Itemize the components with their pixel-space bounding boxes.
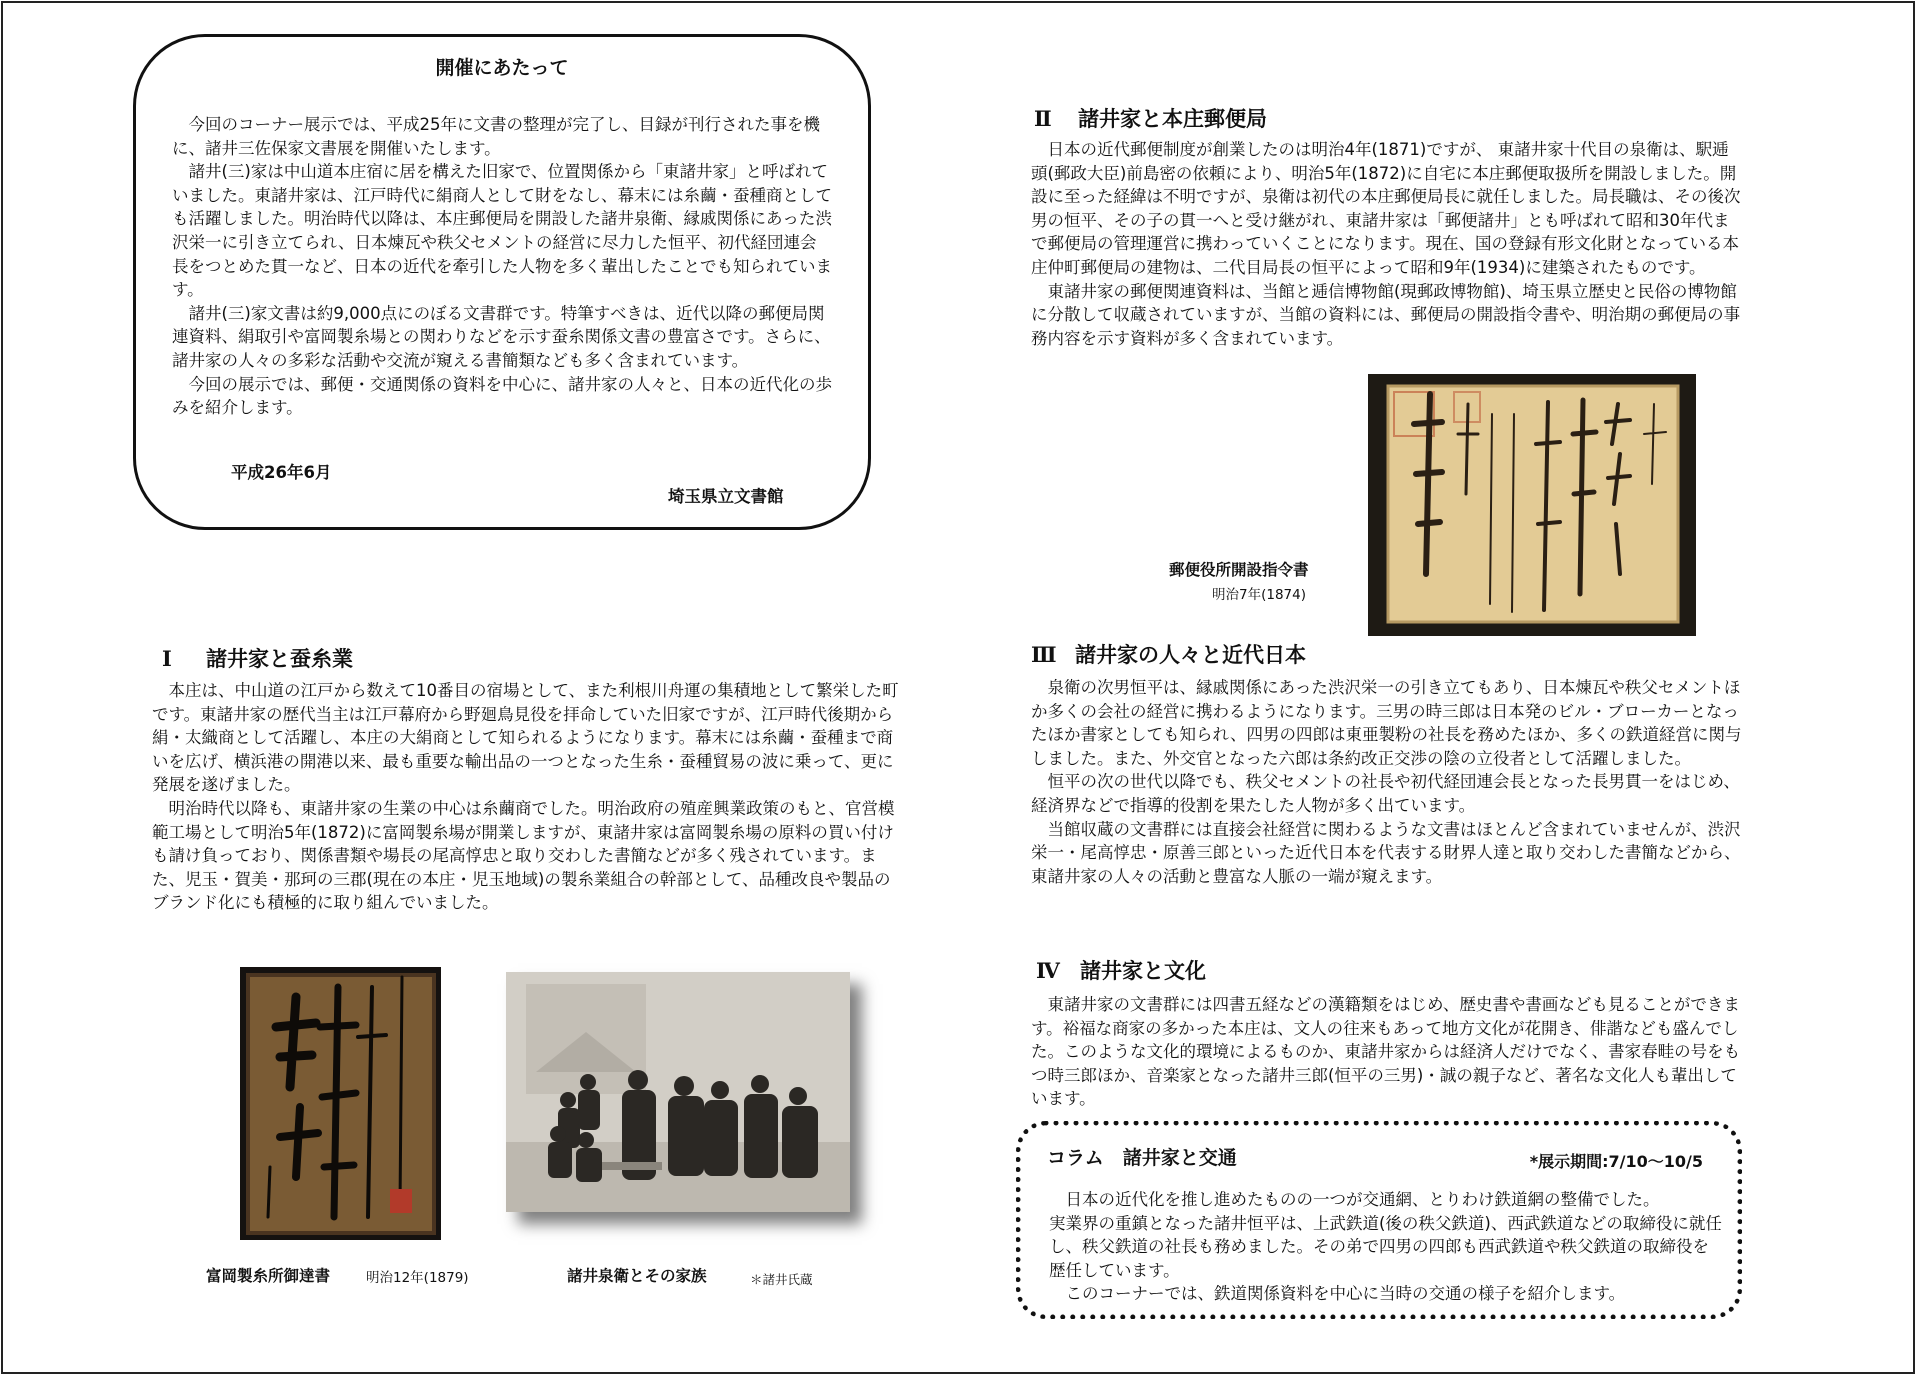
section-number: Ⅲ (1031, 642, 1057, 667)
tomioka-document-caption: 富岡製糸所御達書 (206, 1267, 331, 1285)
family-photo-image (506, 972, 850, 1212)
section-paragraph: 東諸井家の郵便関連資料は、当館と逓信博物館(現郵政博物館)、埼玉県立歴史と民俗の博物館に分散して収蔵されていますが、当館の資料には、郵便局の開設指令書や、明治期の郵便局の事務内容を示す資料が多く含まれています。 (1031, 281, 1741, 348)
postal-document-caption: 郵便役所開設指令書 (1169, 561, 1309, 579)
column-paragraph: 実業界の重鎮となった諸井恒平は、上武鉄道(後の秩父鉄道)、西武鉄道などの取締役に就任し、秩父鉄道の社長も務めました。その弟で四男の四郎も西武鉄道や秩父鉄道の取締役を歴任しています。 (1049, 1213, 1722, 1280)
intro-box (133, 34, 871, 530)
intro-body (172, 113, 832, 420)
section-3-heading (1031, 642, 1306, 668)
section-1-body (152, 679, 906, 915)
column-title: コラム 諸井家と交通 (1047, 1147, 1237, 1169)
section-title: 諸井家と本庄郵便局 (1078, 107, 1267, 131)
column-paragraph: 日本の近代化を推し進めたものの一つが交通網、とりわけ鉄道網の整備でした。 (1065, 1190, 1660, 1209)
family-photo-caption: 諸井泉衛とその家族 (567, 1267, 707, 1285)
column-body (1049, 1188, 1723, 1306)
section-4-heading (1036, 958, 1206, 984)
column-paragraph: このコーナーでは、鉄道関係資料を中心に当時の交通の様子を紹介します。 (1065, 1284, 1626, 1304)
postal-document-image (1368, 374, 1696, 636)
intro-paragraph: 今回の展示では、郵便・交通関係の資料を中心に、諸井家の人々と、日本の近代化の歩みを紹介します。 (172, 374, 832, 418)
postal-document-photo (1368, 374, 1696, 636)
section-paragraph: 明治時代以降も、東諸井家の生業の中心は糸繭商でした。明治政府の殖産興業政策のもと、官営模範工場として明治5年(1872)に富岡製糸場が開業しますが、東諸井家は富岡製糸場の原料の買い付けも請け負っており、関係書類や場長の尾高惇忠と取り交わした書簡などが多く残されています。また、児玉・賀美・那珂の三郡(現在の本庄・児玉地域)の製糸業組合の幹部として、品種改良や製品のブランド化にも積極的に取り組んでいました。 (152, 798, 895, 913)
section-number: Ⅰ (162, 646, 172, 671)
column-period: *展示期間:7/10～10/5 (1529, 1152, 1703, 1171)
family-photo (506, 972, 850, 1212)
column-box (1016, 1121, 1742, 1319)
intro-paragraph: 今回のコーナー展示では、平成25年に文書の整理が完了し、目録が刊行された事を機に、諸井三佐保家文書展を開催いたします。 (172, 115, 820, 158)
section-number: Ⅳ (1036, 958, 1060, 983)
intro-date: 平成26年6月 (231, 463, 332, 482)
section-paragraph: 当館収蔵の文書群には直接会社経営に関わるような文書はほとんど含まれていませんが、渋沢栄一・尾高惇忠・原善三郎といった近代日本を代表する財界人達と取り交わした書簡などから、東諸井家の人々の活動と豊富な人脈の一端が窺えます。 (1031, 819, 1741, 886)
section-paragraph: 日本の近代郵便制度が創業したのは明治4年(1871)ですが、 東諸井家十代目の泉衛は、駅逓頭(郵政大臣)前島密の依頼により、明治5年(1872)に自宅に本庄郵便取扱所を開設しました。開設に至った経緯は不明ですが、泉衛は初代の本庄郵便局長に就任しました。局長職は、その後次男の恒平、その子の貫一へと受け継がれ、東諸井家は「郵便諸井」とも呼ばれて昭和30年代まで郵便局の管理運営に携わっていくことになります。現在、国の登録有形文化財となっている本庄仲町郵便局の建物は、二代目局長の恒平によって昭和9年(1934)に建築されたものです。 (1031, 140, 1741, 277)
section-1-heading (162, 646, 353, 672)
postal-document-date: 明治7年(1874) (1212, 587, 1306, 603)
section-3-body (1031, 676, 1751, 888)
section-2-heading (1034, 106, 1267, 132)
section-paragraph: 東諸井家の文書群には四書五経などの漢籍類をはじめ、歴史書や書画なども見ることができます。裕福な商家の多かった本庄は、文人の往来もあって地方文化が花開き、俳諧なども盛んでした。このような文化的環境によるものか、東諸井家からは経済人だけでなく、書家春畦の号をもつ時三郎ほか、音楽家となった諸井三郎(恒平の三男)・誠の親子など、著名な文化人も輩出しています。 (1031, 995, 1741, 1109)
tomioka-document-date: 明治12年(1879) (366, 1270, 469, 1286)
section-4-body (1031, 993, 1745, 1111)
tomioka-document-image (240, 967, 441, 1240)
section-number: Ⅱ (1034, 106, 1052, 131)
section-title: 諸井家と蚕糸業 (206, 647, 353, 671)
section-paragraph: 恒平の次の世代以降でも、秩父セメントの社長や初代経団連会長となった長男貫一をはじめ、経済界などで指導的役割を果たした人物が多く出ています。 (1031, 772, 1740, 815)
intro-title: 開催にあたって (435, 57, 569, 79)
tomioka-document-photo (240, 967, 441, 1240)
section-paragraph: 本庄は、中山道の江戸から数えて10番目の宿場として、また利根川舟運の集積地として繁栄した町です。東諸井家の歴代当主は江戸幕府から野廻鳥見役を拝命していた旧家ですが、江戸時代後期から絹・太織商として活躍し、本庄の大絹商として知られるようになります。幕末には糸繭・蚕種まで商いを広げ、横浜港の開港以来、最も重要な輸出品の一つとなった生糸・蚕種貿易の波に乗って、更に発展を遂げました。 (152, 681, 899, 795)
intro-org: 埼玉県立文書館 (668, 487, 784, 506)
section-title: 諸井家と文化 (1080, 959, 1206, 983)
section-2-body (1031, 138, 1745, 350)
family-photo-credit: ＊諸井氏蔵 (750, 1272, 813, 1287)
section-title: 諸井家の人々と近代日本 (1075, 643, 1306, 667)
intro-paragraph: 諸井(三)家文書は約9,000点にのぼる文書群です。特筆すべきは、近代以降の郵便局関連資料、絹取引や富岡製糸場との関わりなどを示す蚕糸関係文書の豊富さです。さらに、諸井家の人々の多彩な活動や交流が窺える書簡類なども多く含まれています。 (172, 303, 831, 370)
intro-paragraph: 諸井(三)家は中山道本庄宿に居を構えた旧家で、位置関係から「東諸井家」と呼ばれていました。東諸井家は、江戸時代に絹商人として財をなし、幕末には糸繭・蚕種商としても活躍しました。明治時代以降は、本庄郵便局を開設した諸井泉衛、縁戚関係にあった渋沢栄一に引き立てられ、日本煉瓦や秩父セメントの経営に尽力した恒平、初代経団連会長をつとめた貫一など、日本の近代を牽引した人物を多く輩出したことでも知られています。 (172, 162, 832, 300)
section-paragraph: 泉衛の次男恒平は、縁戚関係にあった渋沢栄一の引き立てもあり、日本煉瓦や秩父セメントほか多くの会社の経営に携わるようになります。三男の時三郎は日本発のビル・ブローカーとなったほか書家としても知られ、四男の四郎は東亜製粉の社長を務めたほか、多くの鉄道経営に関与しました。また、外交官となった六郎は条約改正交渉の陰の立役者として活躍しました。 (1031, 678, 1742, 768)
